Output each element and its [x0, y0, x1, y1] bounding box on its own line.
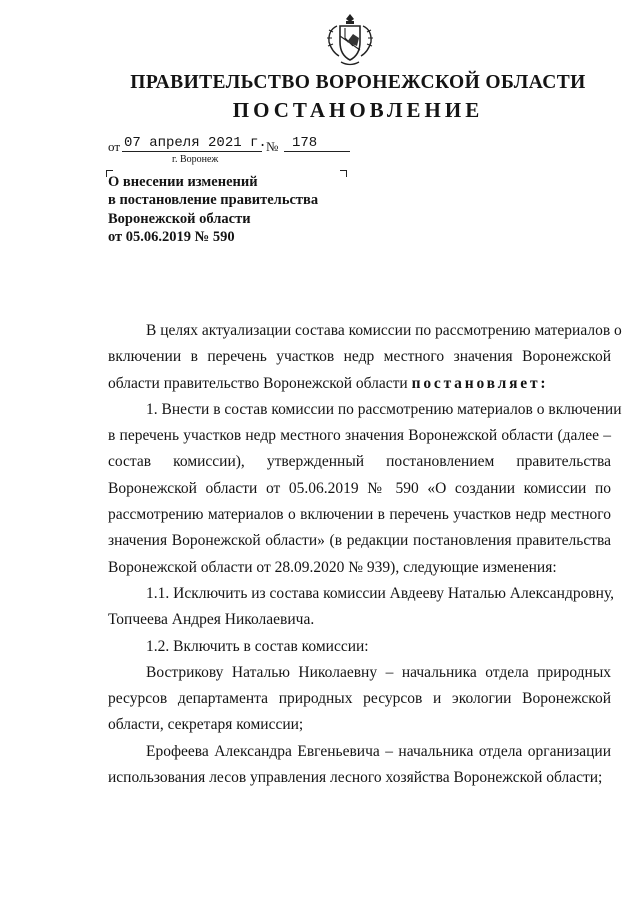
body-line: 1. Внести в состав комиссии по рассмотрению материалов о включении: [146, 400, 622, 418]
body-line: [108, 371, 611, 397]
body-line: значения Воронежской области» (в редакции постановления правительства: [108, 532, 611, 550]
body-line: состав комиссии), утвержденный постановлением правительства: [108, 453, 611, 471]
number-underline: [284, 151, 350, 152]
number-label: №: [266, 139, 279, 154]
city-label: г. Воронеж: [172, 154, 219, 165]
document-type-title: ПОСТАНОВЛЕНИЕ: [232, 98, 484, 122]
date-from-label: от: [108, 139, 121, 154]
body-line: использования лесов управления лесного хозяйства Воронежской области;: [108, 769, 603, 787]
body-line: включении в перечень участков недр местного значения Воронежской: [108, 348, 611, 366]
body-line: Воронежской области от 05.06.2019 № 590 «О создании комиссии по: [108, 479, 611, 497]
document-date: 07 апреля 2021 г.: [124, 135, 267, 151]
subject-bracket-right: [340, 170, 347, 177]
body-line: Вострикову Наталью Николаевну – начальника отдела природных: [146, 663, 611, 681]
document-body: [108, 318, 622, 791]
document-meta: [108, 135, 368, 167]
body-line: В целях актуализации состава комиссии по рассмотрению материалов о: [146, 322, 622, 339]
body-line: 1.1. Исключить из состава комиссии Авдееву Наталью Александровну,: [146, 584, 615, 602]
decree-word: постановляет:: [411, 374, 549, 392]
body-line: рассмотрению материалов о включении в перечень участков недр местного: [108, 506, 611, 524]
body-line: Воронежской области от 28.09.2020 № 939), следующие изменения:: [108, 558, 557, 576]
body-line: Ерофеева Александра Евгеньевича – начальника отдела организации: [146, 742, 611, 760]
body-line: Топчеева Андрея Николаевича.: [108, 611, 315, 629]
document-subject: [108, 173, 318, 246]
body-line: 1.2. Включить в состав комиссии:: [146, 637, 369, 655]
body-line: в перечень участков недр местного значения Воронежской области (далее –: [108, 427, 611, 445]
document-number: 178: [292, 135, 318, 151]
body-line: области, секретаря комиссии;: [108, 716, 304, 734]
body-text: области правительство Воронежской области: [108, 374, 408, 392]
subject-line: от 05.06.2019 № 590: [108, 228, 235, 245]
subject-line: в постановление правительства: [108, 192, 319, 209]
subject-line: Воронежской области: [108, 210, 251, 227]
coat-of-arms-emblem: [325, 12, 375, 68]
organization-title: ПРАВИТЕЛЬСТВО ВОРОНЕЖСКОЙ ОБЛАСТИ: [130, 72, 586, 93]
date-underline: [122, 151, 262, 152]
body-line: ресурсов департамента природных ресурсов и экологии Воронежской: [108, 690, 611, 708]
subject-line: О внесении изменений: [108, 174, 258, 190]
